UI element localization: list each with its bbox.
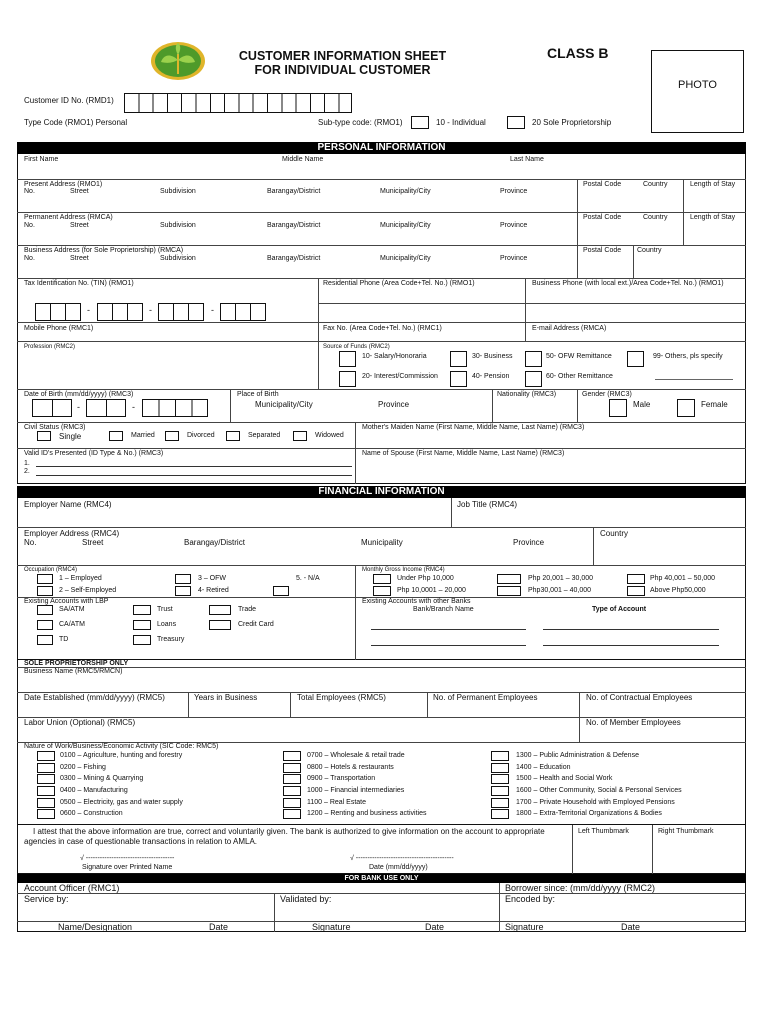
lbp-ca-atm-checkbox[interactable] [37, 620, 53, 630]
occ-na-checkbox[interactable] [273, 586, 289, 596]
addr-barangay-label: Barangay/District [267, 222, 321, 229]
name-designation-label: Name/Designation [58, 922, 133, 932]
occupation-label: Occupation (RMC4) [24, 567, 78, 573]
subtype-individual-label: 10 - Individual [436, 118, 486, 127]
right-thumbmark-label: Right Thumbmark [658, 828, 714, 835]
postal-code-label: Postal Code [583, 181, 622, 188]
sic-1100-label: 1100 – Real Estate [307, 799, 367, 806]
occ-self-employed-label: 2 – Self-Employed [59, 587, 117, 594]
addr-street-label: Street [70, 255, 89, 262]
account-officer-label: Account Officer (RMC1) [24, 883, 120, 893]
civil-widowed-checkbox[interactable] [293, 431, 307, 441]
financial-info-heading: FINANCIAL INFORMATION [17, 486, 746, 498]
addr-municipality-label: Municipality/City [380, 222, 431, 229]
addr-province-label: Province [500, 188, 528, 195]
addr-barangay-label: Barangay/District [267, 188, 321, 195]
place-of-birth-label: Place of Birth [237, 391, 279, 398]
addr-street-label: Street [70, 222, 89, 229]
valid-ids-label: Valid ID's Presented (ID Type & No.) (RMC3) [24, 450, 164, 457]
subtype-individual-checkbox[interactable] [411, 116, 429, 129]
occ-retired-label: 4- Retired [198, 587, 229, 594]
encoded-date-label: Date [621, 922, 641, 932]
sic-0300-label: 0300 – Mining & Quarrying [60, 775, 144, 782]
business-name-label: Business Name (RMC5/RMCN) [24, 668, 123, 675]
occ-ofw-label: 3 – OFW [198, 575, 227, 582]
member-employees-label: No. of Member Employees [586, 718, 681, 727]
funds-salary-label: 10- Salary/Honoraria [362, 353, 427, 360]
form-subtitle: FOR INDIVIDUAL CUSTOMER [254, 63, 431, 77]
bank-branch-label: Bank/Branch Name [413, 606, 474, 613]
funds-interest-checkbox[interactable] [339, 371, 356, 387]
sic-1300-checkbox[interactable] [491, 751, 509, 761]
class-label: CLASS B [547, 45, 609, 61]
signature-line[interactable]: √ -------------------------------------- [80, 855, 175, 862]
sic-1200-checkbox[interactable] [283, 809, 301, 819]
type-code-label: Type Code (RMO1) Personal [24, 118, 128, 127]
labor-union-label: Labor Union (Optional) (RMC5) [24, 718, 136, 727]
sic-0400-checkbox[interactable] [37, 786, 55, 796]
funds-pension-label: 40- Pension [472, 373, 510, 380]
first-name-label: First Name [24, 156, 59, 163]
lbp-treasury-label: Treasury [157, 636, 185, 643]
lbp-td-checkbox[interactable] [37, 635, 53, 645]
income-under-10k-checkbox[interactable] [373, 574, 391, 584]
income-40k-50k-label: Php 40,001 – 50,000 [650, 575, 716, 582]
pob-municipality-label: Municipality/City [255, 400, 313, 409]
addr-subdivision-label: Subdivision [160, 222, 196, 229]
gender-male-checkbox[interactable] [609, 399, 627, 417]
emp-addr-barangay-label: Barangay/District [184, 538, 245, 547]
present-address-label: Present Address (RMO1) [24, 181, 103, 188]
addr-subdivision-label: Subdivision [160, 255, 196, 262]
country-label: Country [643, 214, 668, 221]
funds-others-specify-input[interactable] [655, 379, 733, 380]
sic-1400-checkbox[interactable] [491, 763, 509, 773]
sic-1300-label: 1300 – Public Administration & Defense [516, 752, 639, 759]
residential-phone-label: Residential Phone (Area Code+Tel. No.) (RMO1) [323, 280, 475, 287]
length-of-stay-label: Length of Stay [690, 214, 736, 221]
sic-0100-label: 0100 – Agriculture, hunting and forestry [60, 752, 183, 759]
profession-label: Profession (RMC2) [24, 344, 76, 350]
validated-by-label: Validated by: [280, 894, 332, 904]
funds-other-remittance-checkbox[interactable] [525, 371, 542, 387]
tin-label: Tax Identification No. (TIN) (RMO1) [24, 280, 134, 287]
sic-1800-label: 1800 – Extra-Territorial Organizations & Bodies [516, 810, 662, 817]
lbp-td-label: TD [59, 636, 69, 643]
contractual-employees-label: No. of Contractual Employees [586, 693, 693, 702]
lbp-trust-label: Trust [157, 606, 173, 613]
email-label: E-mail Address (RMCA) [532, 325, 607, 332]
pob-province-label: Province [378, 400, 410, 409]
gender-label: Gender (RMC3) [582, 391, 632, 398]
photo-label: PHOTO [678, 79, 717, 91]
emp-addr-province-label: Province [513, 538, 545, 547]
income-above-50k-checkbox[interactable] [627, 586, 645, 596]
income-20k-30k-checkbox[interactable] [497, 574, 521, 584]
sic-0200-label: 0200 – Fishing [60, 764, 106, 771]
subtype-sole-checkbox[interactable] [507, 116, 525, 129]
lbp-trade-checkbox[interactable] [209, 605, 231, 615]
spouse-label: Name of Spouse (First Name, Middle Name, Last Name) (RMC3) [362, 450, 565, 457]
funds-ofw-label: 50- OFW Remittance [546, 353, 612, 360]
lbp-credit-card-checkbox[interactable] [209, 620, 231, 630]
tin-input-1[interactable] [35, 303, 81, 321]
emp-addr-municipality-label: Municipality [361, 538, 403, 547]
valid-id-1-input[interactable] [36, 466, 352, 467]
valid-id-2-input[interactable] [36, 475, 352, 476]
civil-divorced-label: Divorced [187, 432, 215, 439]
occ-na-label: 5. - N/A [296, 575, 320, 582]
funds-salary-checkbox[interactable] [339, 351, 356, 367]
sic-0600-label: 0600 – Construction [60, 810, 123, 817]
dob-day-input[interactable] [86, 399, 126, 417]
lbp-trust-checkbox[interactable] [133, 605, 151, 615]
addr-street-label: Street [70, 188, 89, 195]
sic-1500-label: 1500 – Health and Social Work [516, 775, 613, 782]
funds-other-remittance-label: 60- Other Remittance [546, 373, 613, 380]
other-account-2-input[interactable] [543, 645, 719, 646]
addr-no-label: No. [24, 222, 35, 229]
occ-employed-label: 1 – Employed [59, 575, 102, 582]
form-title: CUSTOMER INFORMATION SHEET [238, 49, 447, 63]
business-address-label: Business Address (for Sole Proprietorship) (RMCA) [24, 247, 184, 254]
years-in-business-label: Years in Business [194, 693, 258, 702]
sic-1700-checkbox[interactable] [491, 798, 509, 808]
sic-0800-checkbox[interactable] [283, 763, 301, 773]
date-line[interactable]: √ ------------------------------------------ [350, 855, 454, 862]
sic-0300-checkbox[interactable] [37, 774, 55, 784]
sic-1500-checkbox[interactable] [491, 774, 509, 784]
civil-status-label: Civil Status (RMC3) [24, 424, 86, 431]
sic-1400-label: 1400 – Education [516, 764, 571, 771]
left-thumbmark-label: Left Thumbmark [578, 828, 629, 835]
fax-label: Fax No. (Area Code+Tel. No.) (RMC1) [323, 325, 442, 332]
funds-others-checkbox[interactable] [627, 351, 644, 367]
service-by-label: Service by: [24, 894, 69, 904]
other-bank-2-input[interactable] [371, 645, 526, 646]
funds-business-label: 30- Business [472, 353, 513, 360]
emp-addr-street-label: Street [82, 538, 104, 547]
sic-0200-checkbox[interactable] [37, 763, 55, 773]
income-label: Monthly Gross Income (RMC4) [362, 567, 445, 573]
customer-information-sheet: CUSTOMER INFORMATION SHEET FOR INDIVIDUAL CUSTOMER CLASS B PHOTO Customer ID No. (RMD1) Type Code (RMO1) Personal Sub-type code: (RMO1) 10 - Individual 20 Sole Proprietorship PERSONAL INFORMATION First Name Middle Name Last Name Present Address (RMO1) No. Street Subdivision Barangay/District Municipality/City Province Postal Code Country Length of Stay Permanent Address (RMCA) No. Street Subdivision Barangay/District Municipality/City Province Postal Code Country Length of Stay Business Address (for Sole Proprietorship) (RMCA) No. Street Subdivision Barangay/District Municipality/City Province Postal Code Country Tax Identification No. (TIN) (RMO1) Residential Phone (Area Code+Tel. No.) (RMO1) Business Phone (with local ext.)/Area Code+Tel. No.) (RMO1) - - - Mobile Phone (RMC1) Fax No. (Area Code+Tel. No.) (RMC1) E-mail Address (RMCA) Profession (RMC2) Source of Funds (RMC2) 10- Salary/Honoraria 30- Business 50- OFW Remittance 99- Others, pls specify 20- Interest/Commission 40- Pension 60- Other Remittance Date of Birth (mm/dd/yyyy) (RMC3) - - Place of Birth Municipality/City Province Nationality (RMC3) Gender (RMC3) Male Female Civil Status (RMC3) Single Married Divorced Separated Widowed Mother's Maiden Name (First Name, Middle Name, Last Name) (RMC3) Valid ID's Presented (ID Type & No.) (RMC3) 1. 2. Name of Spouse (First Name, Middle Name, Last Name) (RMC3) FINANCIAL INFORMATION Employer Name (RMC4) Job Title (RMC4) Employer Address (RMC4) No. Street Barangay/District Municipality Province Country Occupation (RMC4) 1 – Employed 3 – OFW 5. - N/A 2 – Self-Employed 4- Retired Monthly Gross Income (RMC4) Under Php 10,000 Php 20,001 – 30,000 Php 40,001 – 50,000 Php 10,0001 – 20,000 Php30,001 – 40,000 Above Php50,000 Existing Accounts with LBP SA/ATM Trust Trade CA/ATM Loans Credit Card TD Treasury Existing Accounts with other Banks Bank/Branch Name Type of Account SOLE PROPRIETORSHIP ONLY Business Name (RMC5/RMCN) Date Established (mm/dd/yyyy) (RMC5) Years in Business Total Employees (RMC5) No. of Permanent Employees No. of Contractual Employees Labor Union (Optional) (RMC5) No. of Member Employees Nature of Work/Business/Economic Activity (SIC Code: RMC5) 0100 – Agriculture, hunting and forestry 0200 – Fishing 0300 – Mining & Quarrying 0400 – Manufacturing 0500 – Electricity, gas and water supply 0600 – Construction 0700 – Wholesale & retail trade 0800 – Hotels & restaurants 0900 – Transportation 1000 – Financial intermediaries 1100 – Real Estate 1200 – Renting and business activities 1300 – Public Administration & Defense 1400 – Education 1500 – Health and Social Work 1600 – Other Community, Social & Personal Services 1700 – Private Household with Employed Pensions 1800 – Extra-Territorial Organizations & Bodies I attest that the above information are true, correct and voluntarily given. The bank is authorized to give information on the account to appropriate agencies in case of questionable transactions in relation to AMLA. √ -------------------------------------- Signature over Printed Name √ ------------------------------------------ Date (mm/dd/yyyy) Left Thumbmark Right Thumbmark FOR BANK USE ONLY Account Officer (RMC1) Borrower since: (mm/dd/yyyy (RMC2) Service by: Validated by: Encoded by: Name/Designation Date Signature Date Signature Date [0, 0, 768, 1024]
middle-name-label: Middle Name [282, 156, 324, 163]
dob-label: Date of Birth (mm/dd/yyyy) (RMC3) [24, 391, 134, 398]
emp-addr-country-label: Country [600, 529, 629, 538]
date-established-label: Date Established (mm/dd/yyyy) (RMC5) [24, 693, 165, 702]
income-40k-50k-checkbox[interactable] [627, 574, 645, 584]
sic-0500-checkbox[interactable] [37, 798, 55, 808]
occ-employed-checkbox[interactable] [37, 574, 53, 584]
sic-1600-label: 1600 – Other Community, Social & Personal Services [516, 787, 682, 794]
occ-ofw-checkbox[interactable] [175, 574, 191, 584]
addr-no-label: No. [24, 188, 35, 195]
civil-married-checkbox[interactable] [109, 431, 123, 441]
civil-widowed-label: Widowed [315, 432, 344, 439]
permanent-address-label: Permanent Address (RMCA) [24, 214, 113, 221]
civil-single-label: Single [59, 432, 82, 441]
civil-separated-label: Separated [248, 432, 281, 439]
subtype-sole-label: 20 Sole Proprietorship [532, 118, 612, 127]
addr-no-label: No. [24, 255, 35, 262]
lbp-credit-card-label: Credit Card [238, 621, 274, 628]
other-banks-label: Existing Accounts with other Banks [362, 598, 471, 605]
sole-proprietorship-heading: SOLE PROPRIETORSHIP ONLY [24, 660, 129, 667]
sic-0800-label: 0800 – Hotels & restaurants [307, 764, 394, 771]
income-under-10k-label: Under Php 10,000 [397, 575, 454, 582]
mothers-maiden-label: Mother's Maiden Name (First Name, Middle Name, Last Name) (RMC3) [362, 424, 585, 431]
sic-1100-checkbox[interactable] [283, 798, 301, 808]
tin-input-2[interactable] [97, 303, 143, 321]
lbp-accounts-label: Existing Accounts with LBP [24, 598, 109, 605]
landbank-logo-icon [149, 40, 207, 82]
attest-line2: agencies in case of questionable transactions in relation to AMLA. [24, 837, 258, 846]
sic-0100-checkbox[interactable] [37, 751, 55, 761]
civil-married-label: Married [131, 432, 155, 439]
funds-pension-checkbox[interactable] [450, 371, 467, 387]
addr-province-label: Province [500, 222, 528, 229]
sic-1200-label: 1200 – Renting and business activities [307, 810, 427, 817]
country-label: Country [643, 181, 668, 188]
funds-others-label: 99- Others, pls specify [653, 353, 723, 360]
job-title-label: Job Title (RMC4) [457, 500, 518, 509]
income-10k-20k-label: Php 10,0001 – 20,000 [397, 587, 466, 594]
civil-divorced-checkbox[interactable] [165, 431, 179, 441]
lbp-ca-atm-label: CA/ATM [59, 621, 85, 628]
addr-subdivision-label: Subdivision [160, 188, 196, 195]
emp-addr-no-label: No. [24, 538, 37, 547]
sic-1800-checkbox[interactable] [491, 809, 509, 819]
gender-female-label: Female [701, 400, 728, 409]
postal-code-label: Postal Code [583, 214, 622, 221]
left-thumbmark-box[interactable] [573, 836, 651, 873]
gender-male-label: Male [633, 400, 651, 409]
income-30k-40k-label: Php30,001 – 40,000 [528, 587, 592, 594]
customer-id-label: Customer ID No. (RMD1) [24, 96, 114, 105]
other-account-1-input[interactable] [543, 629, 719, 630]
customer-id-input[interactable] [124, 93, 352, 113]
postal-code-label: Postal Code [583, 247, 622, 254]
sic-1000-label: 1000 – Financial intermediaries [307, 787, 405, 794]
type-of-account-label: Type of Account [592, 606, 647, 613]
income-30k-40k-checkbox[interactable] [497, 586, 521, 596]
date-label: Date (mm/dd/yyyy) [369, 864, 428, 871]
nature-of-work-label: Nature of Work/Business/Economic Activity (SIC Code: RMC5) [24, 743, 219, 750]
source-of-funds-label: Source of Funds (RMC2) [323, 344, 390, 350]
subtype-label: Sub-type code: (RMO1) [318, 118, 403, 127]
sic-1700-label: 1700 – Private Household with Employed Pensions [516, 799, 675, 806]
addr-barangay-label: Barangay/District [267, 255, 321, 262]
service-date-label: Date [209, 922, 229, 932]
tin-input-4[interactable] [220, 303, 266, 321]
sic-0900-checkbox[interactable] [283, 774, 301, 784]
other-bank-1-input[interactable] [371, 629, 526, 630]
occ-retired-checkbox[interactable] [175, 586, 191, 596]
lbp-sa-atm-checkbox[interactable] [37, 605, 53, 615]
lbp-trade-label: Trade [238, 606, 257, 613]
lbp-sa-atm-label: SA/ATM [59, 606, 85, 613]
civil-single-checkbox[interactable] [37, 431, 51, 441]
addr-province-label: Province [500, 255, 528, 262]
total-employees-label: Total Employees (RMC5) [297, 693, 386, 702]
sic-0500-label: 0500 – Electricity, gas and water supply [60, 799, 183, 806]
lbp-loans-label: Loans [157, 621, 177, 628]
signature-label: Signature over Printed Name [82, 864, 173, 871]
nationality-label: Nationality (RMC3) [497, 391, 557, 398]
funds-ofw-checkbox[interactable] [525, 351, 542, 367]
valid-id-2-label: 2. [24, 468, 30, 475]
length-of-stay-label: Length of Stay [690, 181, 736, 188]
attest-line1: I attest that the above information are true, correct and voluntarily given. The bank is authorized to give information on the account to appropriate [33, 827, 545, 836]
dob-month-input[interactable] [32, 399, 72, 417]
tin-input-3[interactable] [158, 303, 204, 321]
funds-business-checkbox[interactable] [450, 351, 467, 367]
validated-date-label: Date [425, 922, 445, 932]
employer-name-label: Employer Name (RMC4) [24, 500, 112, 509]
sic-0400-label: 0400 – Manufacturing [60, 787, 128, 794]
civil-separated-checkbox[interactable] [226, 431, 240, 441]
sic-0600-checkbox[interactable] [37, 809, 55, 819]
occ-self-employed-checkbox[interactable] [37, 586, 53, 596]
funds-interest-label: 20- Interest/Commission [362, 373, 438, 380]
photo-box[interactable] [651, 50, 744, 133]
lbp-treasury-checkbox[interactable] [133, 635, 151, 645]
last-name-label: Last Name [510, 156, 544, 163]
encoded-by-label: Encoded by: [505, 894, 556, 904]
sic-0700-checkbox[interactable] [283, 751, 301, 761]
income-20k-30k-label: Php 20,001 – 30,000 [528, 575, 594, 582]
lbp-loans-checkbox[interactable] [133, 620, 151, 630]
encoded-signature-label: Signature [505, 922, 544, 932]
country-label: Country [637, 247, 662, 254]
sic-1600-checkbox[interactable] [491, 786, 509, 796]
bank-use-heading: FOR BANK USE ONLY [17, 874, 746, 883]
addr-municipality-label: Municipality/City [380, 255, 431, 262]
personal-info-heading: PERSONAL INFORMATION [17, 142, 746, 154]
validated-signature-label: Signature [312, 922, 351, 932]
right-thumbmark-box[interactable] [653, 836, 745, 873]
gender-female-checkbox[interactable] [677, 399, 695, 417]
income-10k-20k-checkbox[interactable] [373, 586, 391, 596]
dob-year-input[interactable] [142, 399, 208, 417]
mobile-label: Mobile Phone (RMC1) [24, 325, 94, 332]
sic-0700-label: 0700 – Wholesale & retail trade [307, 752, 405, 759]
valid-id-1-label: 1. [24, 460, 30, 467]
business-phone-label: Business Phone (with local ext.)/Area Code+Tel. No.) (RMO1) [532, 280, 724, 287]
permanent-employees-label: No. of Permanent Employees [433, 693, 538, 702]
sic-0900-label: 0900 – Transportation [307, 775, 376, 782]
addr-municipality-label: Municipality/City [380, 188, 431, 195]
borrower-since-label: Borrower since: (mm/dd/yyyy (RMC2) [505, 883, 656, 893]
income-above-50k-label: Above Php50,000 [650, 587, 706, 594]
sic-1000-checkbox[interactable] [283, 786, 301, 796]
employer-address-label: Employer Address (RMC4) [24, 529, 120, 538]
